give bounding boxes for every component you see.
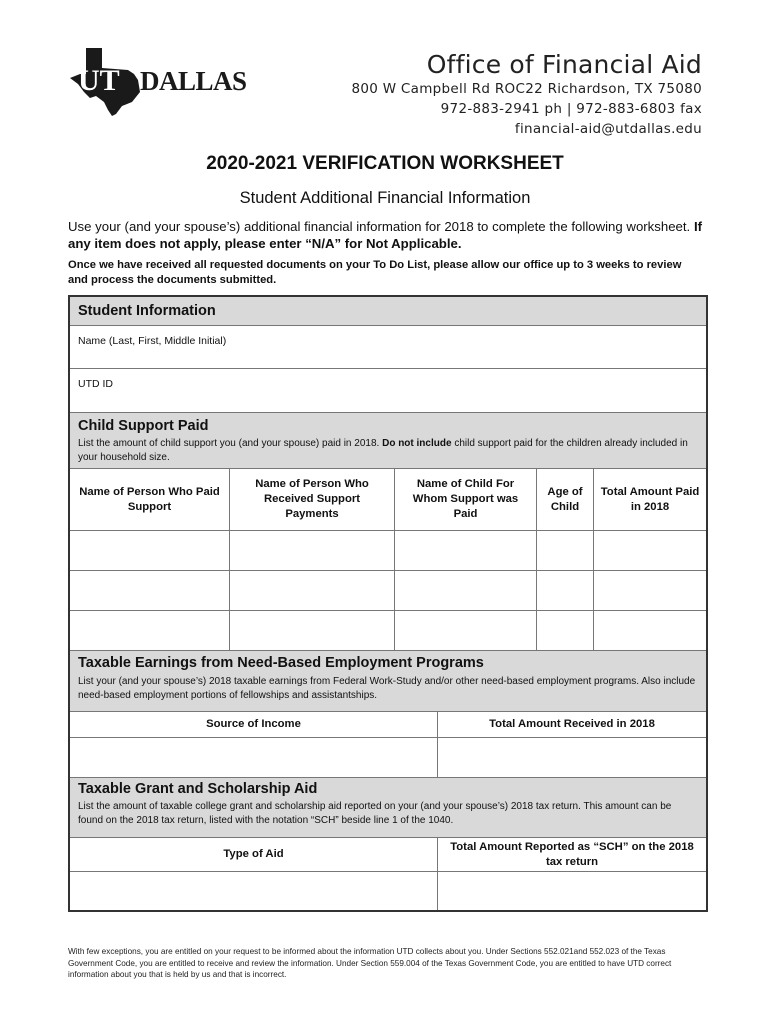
child-support-row3-recipient[interactable] xyxy=(230,611,395,651)
child-support-row1-age[interactable] xyxy=(537,531,594,571)
worksheet-form xyxy=(68,295,708,912)
utd-id-label: UTD ID xyxy=(78,378,113,390)
child-support-row1-child[interactable] xyxy=(395,531,537,571)
col-header-child-name: Name of Child For Whom Support was Paid xyxy=(395,469,537,531)
child-support-row2-age[interactable] xyxy=(537,571,594,611)
student-info-header xyxy=(70,297,706,326)
taxable-earnings-heading: Taxable Earnings from Need-Based Employment Programs xyxy=(78,655,484,671)
source-of-income-input[interactable] xyxy=(70,738,438,778)
child-support-row3-amount[interactable] xyxy=(594,611,706,651)
processing-notice: Once we have received all requested documents on your To Do List, please allow our office up to 3 weeks to review and process the documents submitted. xyxy=(68,259,682,286)
office-name: Office of Financial Aid xyxy=(426,50,702,79)
col-header-child-age: Age of Child xyxy=(537,469,594,531)
taxable-earnings-description: List your (and your spouse’s) 2018 taxable earnings from Federal Work-Study and/or other need-based employment programs. Also include need-based employment portions of fellowships and assistantships. xyxy=(78,676,696,701)
utd-id-field[interactable] xyxy=(70,369,706,413)
type-of-aid-input[interactable] xyxy=(70,872,438,910)
office-contact-block xyxy=(351,50,702,139)
child-support-row1-amount[interactable] xyxy=(594,531,706,571)
child-support-row2-amount[interactable] xyxy=(594,571,706,611)
privacy-footer: With few exceptions, you are entitled on your request to be informed about the information UTD collects about you. Under Sections 552.021and 552.023 of the Texas Government Code, you are entitled to receive and review the information. Under Section 559.004 of the Texas Government Code, you are entitled to have UTD correct information about you that is held by us and that is incorrect. xyxy=(68,947,672,979)
col-header-type-of-aid: Type of Aid xyxy=(70,838,438,872)
grant-aid-heading: Taxable Grant and Scholarship Aid xyxy=(78,781,318,797)
logo-text-dallas: DALLAS xyxy=(140,66,247,96)
logo-text-ut: UT xyxy=(78,64,120,97)
child-support-row2-recipient[interactable] xyxy=(230,571,395,611)
child-support-description xyxy=(78,437,698,464)
intro-paragraph xyxy=(68,218,702,252)
child-support-row1-recipient[interactable] xyxy=(230,531,395,571)
child-support-desc-pre: List the amount of child support you (and your spouse) paid in 2018. xyxy=(78,438,380,449)
child-support-heading: Child Support Paid xyxy=(78,418,209,434)
name-field[interactable] xyxy=(70,326,706,369)
taxable-earnings-header xyxy=(70,651,706,712)
child-support-row2-child[interactable] xyxy=(395,571,537,611)
child-support-row1-payer[interactable] xyxy=(70,531,230,571)
child-support-desc-post: child support paid for the children already included in your household size. xyxy=(78,438,688,463)
name-field-label: Name (Last, First, Middle Initial) xyxy=(78,335,227,347)
child-support-header xyxy=(70,413,706,469)
child-support-row3-payer[interactable] xyxy=(70,611,230,651)
intro-text: Use your (and your spouse’s) additional financial information for 2018 to complete the following worksheet. xyxy=(68,219,691,234)
col-header-payer: Name of Person Who Paid Support xyxy=(70,469,230,531)
col-header-amount-paid: Total Amount Paid in 2018 xyxy=(594,469,706,531)
student-info-heading: Student Information xyxy=(78,303,216,319)
office-email[interactable]: financial-aid@utdallas.edu xyxy=(514,121,702,137)
child-support-row3-child[interactable] xyxy=(395,611,537,651)
intro-bold-text: If any item does not apply, please enter “N/A” for Not Applicable. xyxy=(68,219,702,251)
child-support-desc-bold: Do not include xyxy=(382,438,452,449)
child-support-row3-age[interactable] xyxy=(537,611,594,651)
child-support-row2-payer[interactable] xyxy=(70,571,230,611)
total-sch-input[interactable] xyxy=(438,872,706,910)
document-title: 2020-2021 VERIFICATION WORKSHEET xyxy=(206,153,564,174)
col-header-total-received: Total Amount Received in 2018 xyxy=(438,712,706,738)
office-address: 800 W Campbell Rd ROC22 Richardson, TX 75080 xyxy=(351,81,702,97)
total-received-input[interactable] xyxy=(438,738,706,778)
grant-aid-header xyxy=(70,778,706,838)
document-subtitle: Student Additional Financial Information xyxy=(239,189,531,207)
grant-aid-description: List the amount of taxable college grant and scholarship aid reported on your (and your spouse’s) 2018 tax return. This amount can be found on the 2018 tax return, listed with the notation “SCH” beside line 1 of the 1040. xyxy=(78,801,672,826)
utd-logo xyxy=(66,44,256,120)
col-header-source-of-income: Source of Income xyxy=(70,712,438,738)
office-phones: 972-883-2941 ph | 972-883-6803 fax xyxy=(440,101,702,117)
col-header-total-sch: Total Amount Reported as “SCH” on the 2018 tax return xyxy=(438,838,706,872)
col-header-recipient: Name of Person Who Received Support Payments xyxy=(230,469,395,531)
